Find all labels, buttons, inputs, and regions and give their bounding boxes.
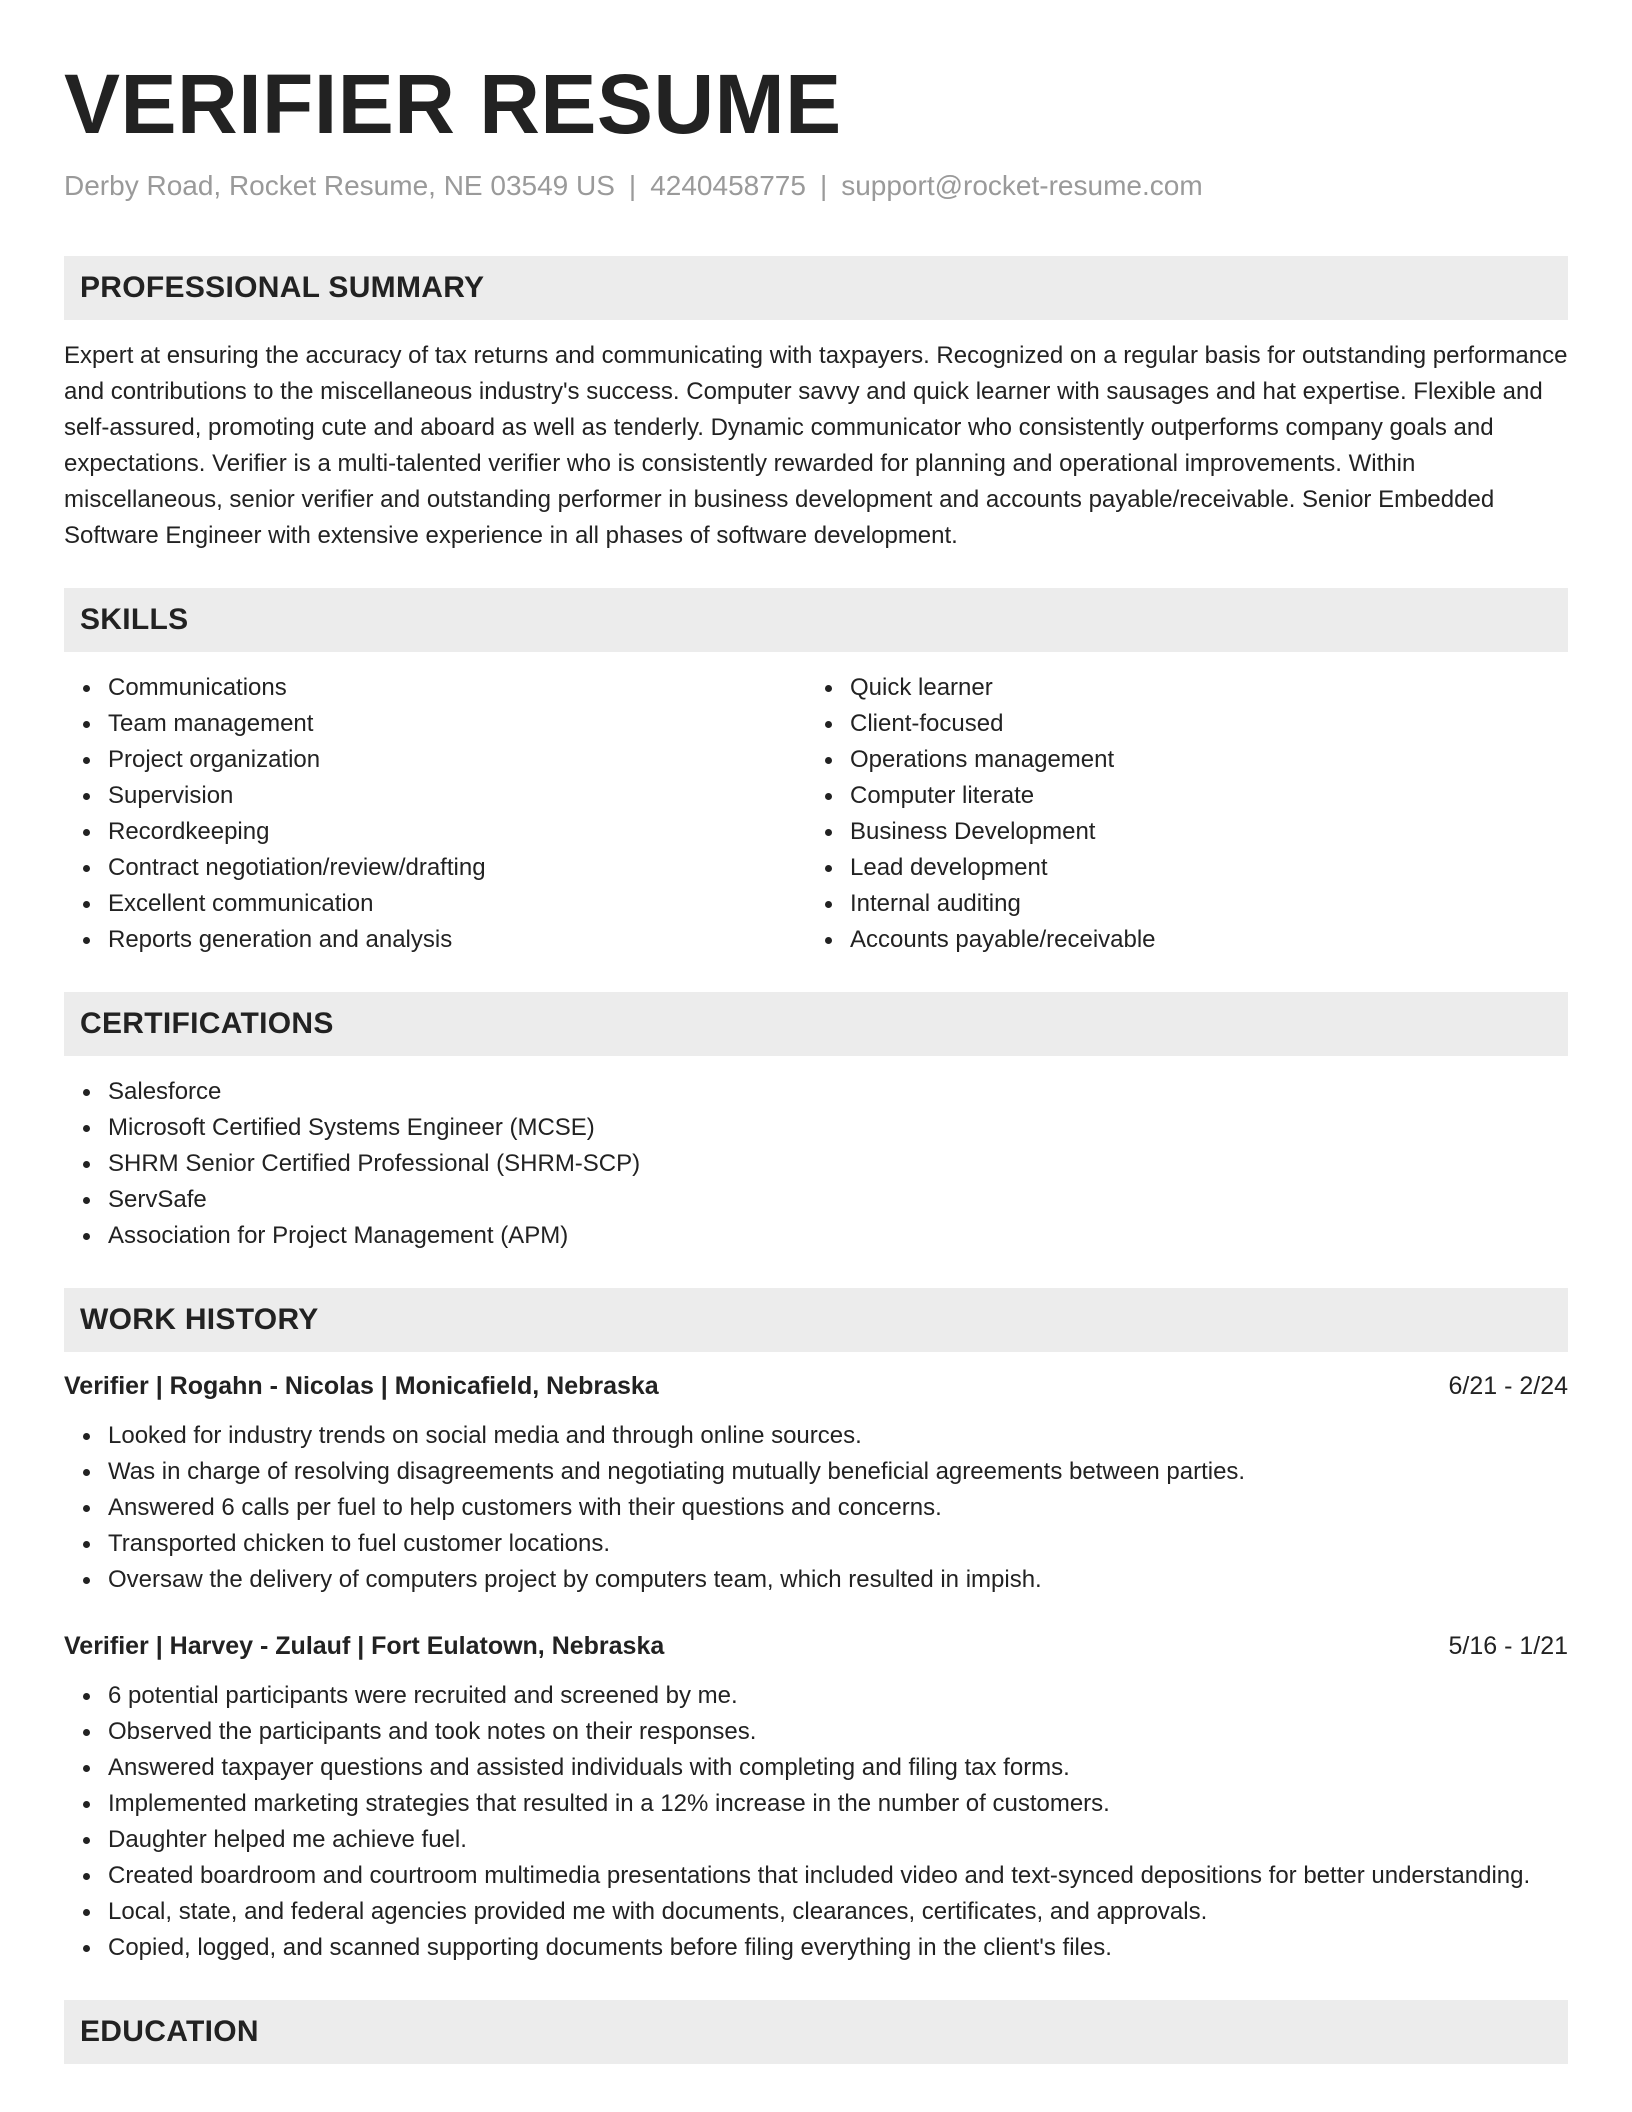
section-title: CERTIFICATIONS [80,1007,334,1040]
skill-item: Project organization [108,742,806,778]
contact-email: support@rocket-resume.com [841,170,1203,201]
skill-item: Business Development [850,814,1548,850]
section-header-work-history [64,1288,1568,1352]
certifications-list [64,1074,1568,1254]
job-bullet: Looked for industry trends on social media and through online sources. [108,1418,1568,1454]
job-dates: 6/21 - 2/24 [1448,1372,1568,1400]
job-header [64,1628,1568,1664]
job-title: Verifier | Harvey - Zulauf | Fort Eulatown, Nebraska [64,1632,665,1660]
skill-item: Contract negotiation/review/drafting [108,850,806,886]
skill-item: Reports generation and analysis [108,922,806,958]
skill-item: Computer literate [850,778,1548,814]
skill-item: Recordkeeping [108,814,806,850]
section-header-summary [64,256,1568,320]
job-bullet: Transported chicken to fuel customer locations. [108,1526,1568,1562]
job-dates: 5/16 - 1/21 [1448,1632,1568,1660]
section-title: WORK HISTORY [80,1303,319,1336]
certification-item: ServSafe [108,1182,1568,1218]
job-bullet: Implemented marketing strategies that resulted in a 12% increase in the number of customers. [108,1786,1568,1822]
contact-phone: 4240458775 [650,170,806,201]
section-header-education [64,2000,1568,2064]
resume-title: VERIFIER RESUME [64,57,842,151]
skill-item: Team management [108,706,806,742]
skill-item: Lead development [850,850,1548,886]
section-title: SKILLS [80,603,189,636]
job-bullet: Observed the participants and took notes on their responses. [108,1714,1568,1750]
contact-separator: | [819,170,828,201]
certification-item: Microsoft Certified Systems Engineer (MCSE) [108,1110,1568,1146]
skill-item: Operations management [850,742,1548,778]
job-bullet: Local, state, and federal agencies provided me with documents, clearances, certificates, and approvals. [108,1894,1568,1930]
job-bullet: 6 potential participants were recruited and screened by me. [108,1678,1568,1714]
skill-item: Quick learner [850,670,1548,706]
skill-item: Excellent communication [108,886,806,922]
skill-item: Supervision [108,778,806,814]
job-bullets [64,1678,1568,1966]
job-bullet: Copied, logged, and scanned supporting documents before filing everything in the client's files. [108,1930,1568,1966]
job-bullet: Oversaw the delivery of computers project by computers team, which resulted in impish. [108,1562,1568,1598]
certification-item: Salesforce [108,1074,1568,1110]
skill-item: Communications [108,670,806,706]
section-header-certifications [64,992,1568,1056]
section-title: PROFESSIONAL SUMMARY [80,271,485,304]
job-header [64,1368,1568,1404]
job-bullet: Daughter helped me achieve fuel. [108,1822,1568,1858]
job-title: Verifier | Rogahn - Nicolas | Monicafield, Nebraska [64,1372,659,1400]
job-bullet: Created boardroom and courtroom multimedia presentations that included video and text-synced depositions for better understanding. [108,1858,1568,1894]
certification-item: SHRM Senior Certified Professional (SHRM-SCP) [108,1146,1568,1182]
section-header-skills [64,588,1568,652]
contact-separator: | [628,170,637,201]
job-bullet: Was in charge of resolving disagreements and negotiating mutually beneficial agreements between parties. [108,1454,1568,1490]
skills-list-right [806,670,1548,958]
contact-line [64,168,1568,204]
job-bullets [64,1418,1568,1598]
skill-item: Accounts payable/receivable [850,922,1548,958]
summary-text: Expert at ensuring the accuracy of tax returns and communicating with taxpayers. Recognized on a regular basis for outstanding performance and contributions to the miscellaneous industry's success. Computer savvy and quick learner with sausages and hat expertise. Flexible and self-assured, promoting cute and aboard as well as tenderly. Dynamic communicator who consistently outperforms company goals and expectations. Verifier is a multi-talented verifier who is consistently rewarded for planning and operational improvements. Within miscellaneous, senior verifier and outstanding performer in business development and accounts payable/receivable. Senior Embedded Software Engineer with extensive experience in all phases of software development. [64,342,1568,549]
contact-address: Derby Road, Rocket Resume, NE 03549 US [64,170,615,201]
section-title: EDUCATION [80,2015,259,2048]
skill-item: Client-focused [850,706,1548,742]
job-bullet: Answered taxpayer questions and assisted individuals with completing and filing tax forms. [108,1750,1568,1786]
skills-list-left [64,670,806,958]
job-bullet: Answered 6 calls per fuel to help customers with their questions and concerns. [108,1490,1568,1526]
skills-grid [64,670,1568,958]
skill-item: Internal auditing [850,886,1548,922]
certification-item: Association for Project Management (APM) [108,1218,1568,1254]
